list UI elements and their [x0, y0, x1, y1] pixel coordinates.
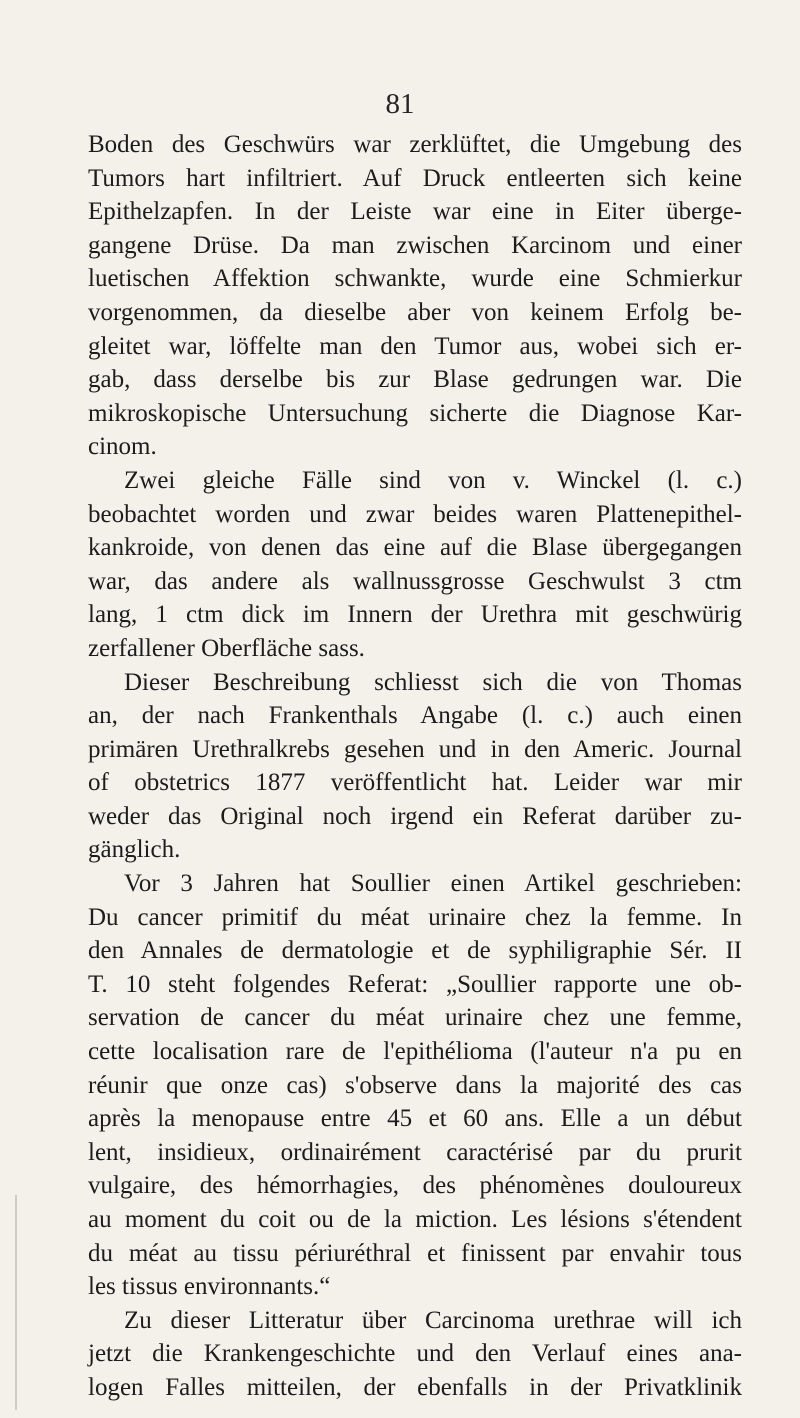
- text-line: beobachtet worden und zwar beides waren Plattenepithel-: [88, 500, 742, 528]
- text-line: gab, dass derselbe bis zur Blase gedrungen war. Die: [88, 366, 742, 394]
- text-line: mikroskopische Untersuchung sicherte die Diagnose Kar-: [88, 399, 742, 427]
- text-line: luetischen Affektion schwankte, wurde eine Schmierkur: [88, 265, 742, 293]
- text-line: vulgaire, des hémorrhagies, des phénomènes douloureux: [88, 1172, 742, 1200]
- text-line: logen Falles mitteilen, der ebenfalls in der Privatklinik: [88, 1373, 742, 1401]
- text-line: jetzt die Krankengeschichte und den Verlauf eines ana-: [88, 1340, 742, 1368]
- body-text: [88, 128, 742, 1405]
- text-line: Du cancer primitif du méat urinaire chez la femme. In: [88, 903, 742, 931]
- text-line: du méat au tissu périuréthral et finissent par envahir tous: [88, 1239, 742, 1267]
- text-line: après la menopause entre 45 et 60 ans. Elle a un début: [88, 1105, 742, 1133]
- paragraph-start-line: Zwei gleiche Fälle sind von v. Winckel (l. c.): [124, 466, 742, 494]
- paragraph-start-line: Zu dieser Litteratur über Carcinoma urethrae will ich: [124, 1306, 742, 1334]
- text-line: weder das Original noch irgend ein Referat darüber zu-: [88, 802, 742, 830]
- page-number: 81: [385, 88, 415, 120]
- paragraph-start-line: Dieser Beschreibung schliesst sich die von Thomas: [124, 668, 742, 696]
- text-line: gangene Drüse. Da man zwischen Karcinom und einer: [88, 231, 742, 259]
- text-line: zerfallener Oberfläche sass.: [88, 634, 365, 662]
- text-line: Tumors hart infiltriert. Auf Druck entleerten sich keine: [88, 164, 742, 192]
- text-line: an, der nach Frankenthals Angabe (l. c.) auch einen: [88, 702, 742, 730]
- text-line: gänglich.: [88, 836, 181, 864]
- text-line: primären Urethralkrebs gesehen und in den Americ. Journal: [88, 735, 742, 763]
- text-line: of obstetrics 1877 veröffentlicht hat. Leider war mir: [88, 769, 742, 797]
- paragraph-start-line: Vor 3 Jahren hat Soullier einen Artikel geschrieben:: [124, 870, 742, 898]
- text-line: Boden des Geschwürs war zerklüftet, die Umgebung des: [88, 131, 742, 158]
- text-line: gleitet war, löffelte man den Tumor aus, wobei sich er-: [88, 332, 742, 360]
- text-line: lent, insidieux, ordinairément caractérisé par du prurit: [88, 1138, 742, 1166]
- text-line: les tissus environnants.“: [88, 1273, 331, 1301]
- text-line: servation de cancer du méat urinaire chez une femme,: [88, 1004, 742, 1032]
- text-line: lang, 1 ctm dick im Innern der Urethra mit geschwürig: [88, 601, 742, 629]
- text-line: au moment du coit ou de la miction. Les lésions s'étendent: [88, 1206, 742, 1233]
- text-line: vorgenommen, da dieselbe aber von keinem Erfolg be-: [88, 298, 742, 326]
- text-line: kankroide, von denen das eine auf die Blase übergegangen: [88, 534, 742, 562]
- text-line: cette localisation rare de l'epithélioma (l'auteur n'a pu en: [88, 1038, 742, 1066]
- text-line: den Annales de dermatologie et de syphiligraphie Sér. II: [88, 937, 742, 965]
- text-line: war, das andere als wallnussgrosse Geschwulst 3 ctm: [88, 567, 742, 595]
- text-line: Epithelzapfen. In der Leiste war eine in Eiter überge-: [88, 198, 742, 226]
- text-line: réunir que onze cas) s'observe dans la majorité des cas: [88, 1071, 742, 1099]
- text-line: cinom.: [88, 433, 157, 461]
- page-edge-shadow: [15, 1195, 17, 1410]
- text-line: T. 10 steht folgendes Referat: „Soullier rapporte une ob-: [88, 970, 742, 998]
